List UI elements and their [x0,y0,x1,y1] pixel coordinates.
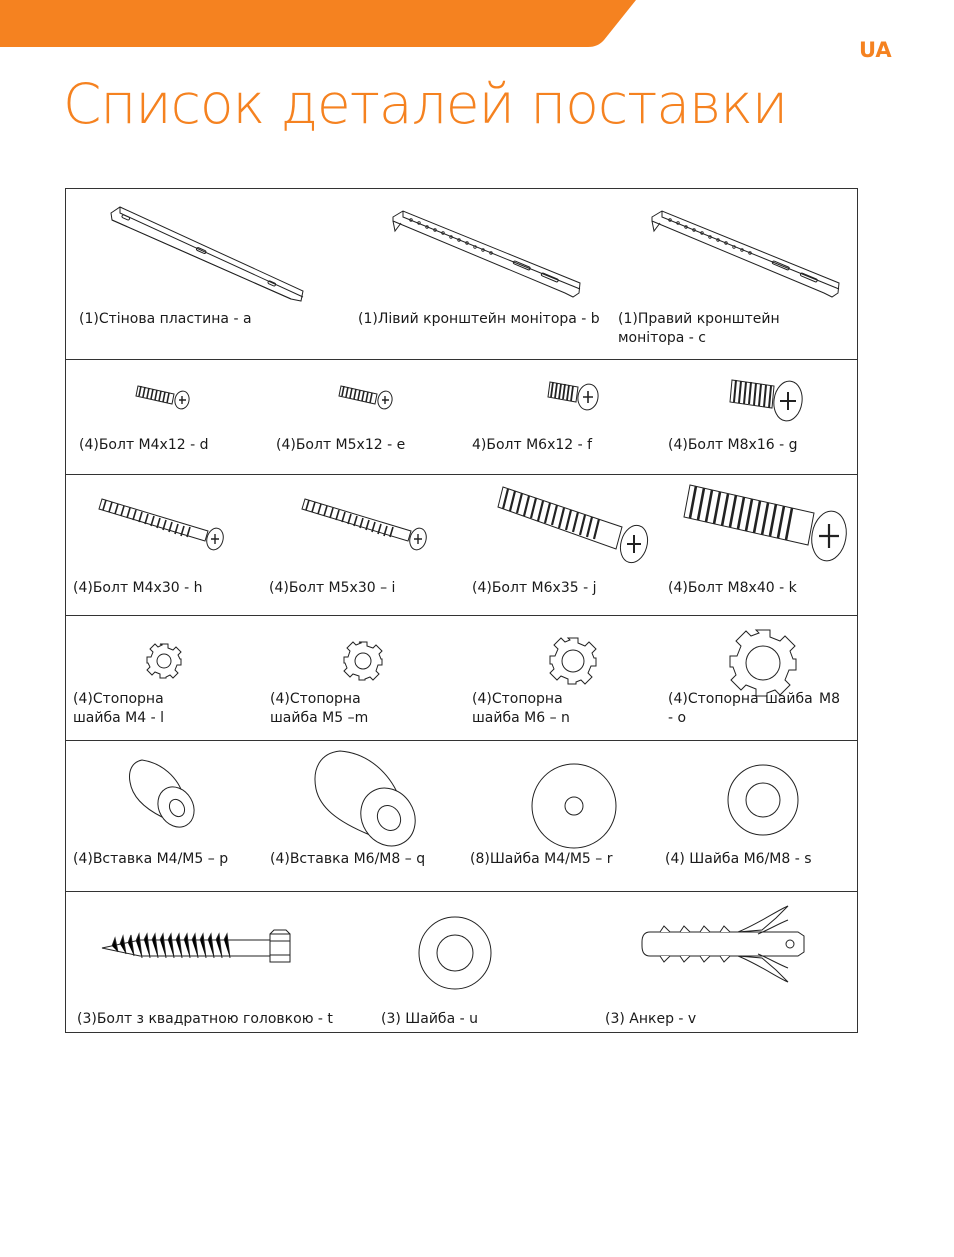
lock-washer-icon [145,642,183,680]
page-title: Список деталей поставки [63,72,788,136]
part-label: (4)Болт M6x35 - j [472,580,597,596]
right-bracket-icon [644,209,844,309]
part-label: (4)Вставка M4/M5 – p [73,851,229,867]
part-label: (4)Стопорна шайба M5 –m [270,691,369,726]
part-label: (1)Правий кронштейн монітора - c [618,311,780,346]
bolt-icon [339,382,395,414]
part-label: (4)Стопорна шайба M8 - o [668,691,840,726]
part-label: (3)Болт з квадратною головкою - t [77,1011,333,1027]
parts-row [66,360,857,475]
lock-washer-icon [548,636,598,686]
lock-washer-icon [342,640,384,682]
part-label: (4)Стопорна шайба M6 – n [472,691,570,726]
parts-row [66,475,857,616]
parts-table [65,188,858,1033]
bolt-icon [301,495,431,557]
wall-plate-icon [108,201,308,306]
parts-row [66,616,857,741]
part-label: (4) Шайба M6/M8 - s [665,851,812,867]
bolt-icon [684,483,854,569]
part-label: (4)Вставка M6/M8 – q [270,851,426,867]
part-label: (3) Шайба - u [381,1011,478,1027]
part-label: 4)Болт M6x12 - f [472,437,593,453]
spacer-icon [124,757,206,833]
part-label: (4)Болт M4x12 - d [79,437,209,453]
header-band [0,0,954,50]
part-label: (4)Болт M8x40 - k [668,580,797,596]
lock-washer-icon [728,628,798,698]
lag-bolt-icon [100,928,292,972]
bolt-icon [136,382,192,414]
bolt-icon [498,483,654,573]
spacer-icon [310,749,422,849]
part-label: (1)Лівий кронштейн монітора - b [358,311,600,327]
bolt-icon [548,378,604,418]
bolt-icon [98,495,228,557]
language-badge: UA [859,38,892,62]
part-label: (4)Стопорна шайба M4 - l [73,691,164,726]
wall-anchor-icon [638,904,818,984]
part-label: (1)Стінова пластина - a [79,311,252,327]
parts-row [66,892,857,1034]
part-label: (4)Болт M4x30 - h [73,580,203,596]
washer-icon [531,763,617,849]
part-label: (4)Болт M8x16 - g [668,437,798,453]
parts-row [66,189,857,360]
washer-icon [727,764,799,836]
part-label: (3) Анкер - v [605,1011,697,1027]
part-label: (8)Шайба M4/M5 – r [470,851,613,867]
bolt-icon [730,374,806,426]
parts-row [66,741,857,892]
part-label: (4)Болт M5x30 – i [269,580,396,596]
part-label: (4)Болт M5x12 - e [276,437,406,453]
washer-icon [418,916,492,990]
left-bracket-icon [383,209,583,309]
